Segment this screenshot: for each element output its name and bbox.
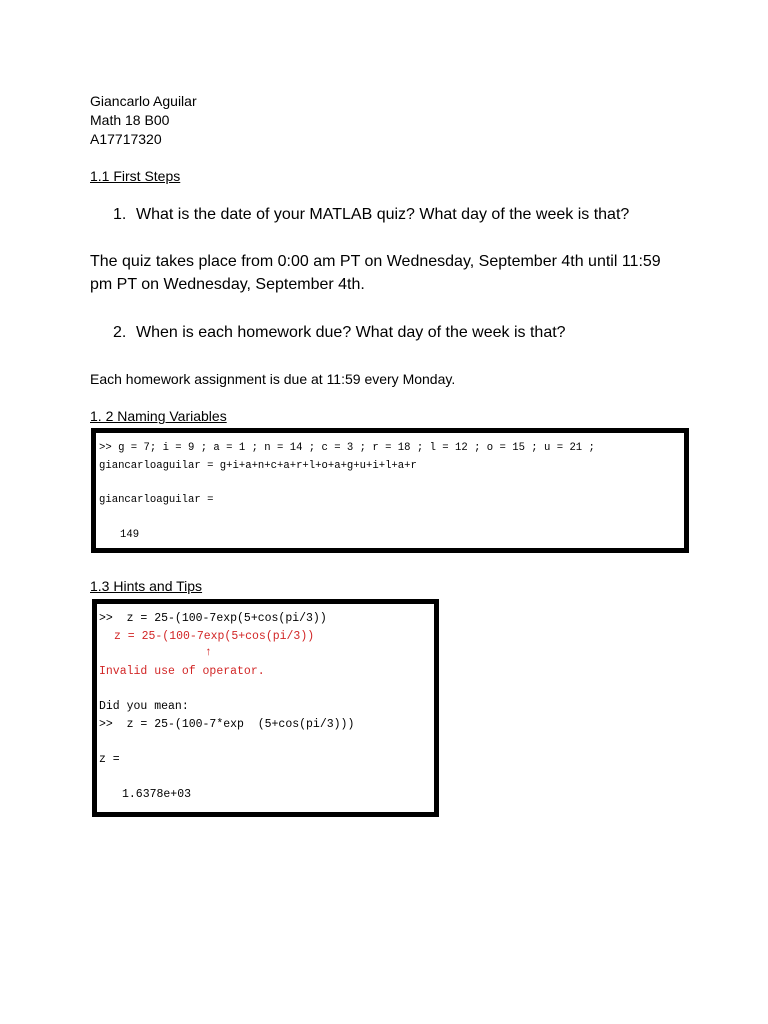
code-line-suggestion: >> z = 25-(100-7*exp (5+cos(pi/3))) bbox=[99, 718, 355, 731]
answer-1-line-1: The quiz takes place from 0:00 am PT on Wednesday, September 4th until 11:59 bbox=[90, 253, 661, 270]
code-line-result-label: z = bbox=[99, 753, 120, 766]
section-title-first-steps: 1.1 First Steps bbox=[90, 168, 181, 184]
code-line-error-echo: z = 25-(100-7exp(5+cos(pi/3)) bbox=[114, 630, 315, 643]
error-pointer-arrow: ↑ bbox=[205, 646, 212, 659]
code-screenshot-hints-and-tips bbox=[92, 599, 439, 817]
code-line-suggestion-label: Did you mean: bbox=[99, 700, 189, 713]
code-line-result-value: 149 bbox=[120, 529, 140, 541]
answer-1-line-2: pm PT on Wednesday, September 4th. bbox=[90, 276, 365, 293]
section-title-naming-variables: 1. 2 Naming Variables bbox=[90, 408, 227, 424]
code-line-sum-expression: giancarloaguilar = g+i+a+n+c+a+r+l+o+a+g+u+i+l+a+r bbox=[99, 460, 417, 472]
answer-2-text: Each homework assignment is due at 11:59 every Monday. bbox=[90, 371, 456, 387]
code-screenshot-naming-variables bbox=[91, 428, 689, 553]
question-2-text: When is each homework due? What day of the week is that? bbox=[136, 324, 566, 341]
course-name: Math 18 B00 bbox=[90, 112, 170, 128]
question-2-number: 2. bbox=[113, 324, 127, 341]
code-line-result-value: 1.6378e+03 bbox=[122, 788, 192, 801]
question-1-text: What is the date of your MATLAB quiz? What day of the week is that? bbox=[136, 206, 630, 223]
code-line-input: >> z = 25-(100-7exp(5+cos(pi/3)) bbox=[99, 612, 327, 625]
code-line-assignments: >> g = 7; i = 9 ; a = 1 ; n = 14 ; c = 3 ; r = 18 ; l = 12 ; o = 15 ; u = 21 ; bbox=[99, 442, 595, 454]
student-id: A17717320 bbox=[90, 131, 162, 147]
author-name: Giancarlo Aguilar bbox=[90, 93, 197, 109]
question-1-number: 1. bbox=[113, 206, 127, 223]
section-title-hints-and-tips: 1.3 Hints and Tips bbox=[90, 578, 203, 594]
code-line-result-label: giancarloaguilar = bbox=[99, 494, 214, 506]
code-line-error-message: Invalid use of operator. bbox=[99, 665, 265, 678]
